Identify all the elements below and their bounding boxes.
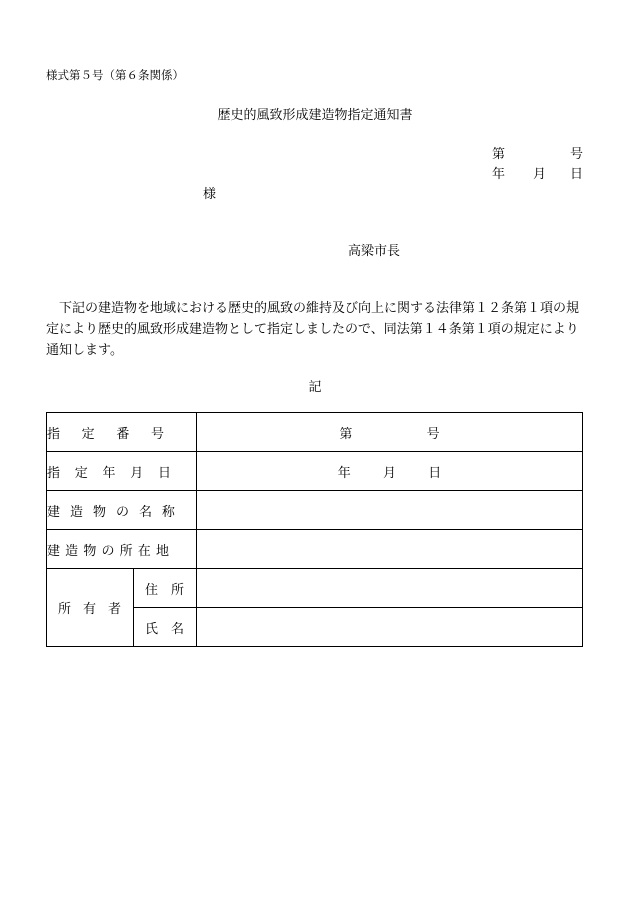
owner-name-value[interactable] bbox=[197, 608, 583, 647]
label-owner-name: 氏 名 bbox=[145, 621, 184, 637]
ki-heading: 記 bbox=[308, 380, 322, 395]
date-tsuki: 月 bbox=[533, 167, 547, 182]
notice-body: 下記の建造物を地域における歴史的風致の維持及び向上に関する法律第１２条第１項の規定により歴史的風致形成建造物として指定しましたので、同法第１４条第１項の規定により通知します。 bbox=[46, 301, 580, 358]
form-number: 様式第５号（第６条関係） bbox=[46, 68, 184, 82]
date-nen: 年 bbox=[492, 167, 506, 182]
building-name-value[interactable] bbox=[197, 491, 583, 530]
doc-number-go: 号 bbox=[570, 147, 584, 162]
label-designation-date: 指 定 年 月 日 bbox=[47, 465, 171, 481]
owner-address-value[interactable] bbox=[197, 569, 583, 608]
designation-date-value: 年 月 日 bbox=[197, 452, 583, 491]
detail-table bbox=[46, 412, 583, 647]
date-hi: 日 bbox=[570, 167, 584, 182]
label-designation-number: 指 定 番 号 bbox=[47, 426, 164, 442]
table-row-building-location bbox=[47, 530, 583, 569]
label-owner: 所 有 者 bbox=[58, 602, 121, 617]
sender-name: 高梁市長 bbox=[348, 244, 401, 259]
recipient-suffix: 様 bbox=[203, 187, 217, 202]
document-title: 歴史的風致形成建造物指定通知書 bbox=[217, 108, 413, 123]
label-owner-address: 住 所 bbox=[145, 582, 184, 598]
building-location-value[interactable] bbox=[197, 530, 583, 569]
table-row-owner-address bbox=[47, 569, 583, 608]
table-row-building-name bbox=[47, 491, 583, 530]
owner-label-cell bbox=[47, 569, 134, 647]
table-row-designation-number bbox=[47, 413, 583, 452]
doc-number-dai: 第 bbox=[492, 147, 506, 162]
label-building-name: 建 造 物 の 名 称 bbox=[47, 504, 175, 520]
label-building-location: 建 造 物 の 所 在 地 bbox=[47, 543, 169, 559]
table-row-designation-date bbox=[47, 452, 583, 491]
designation-number-value: 第 号 bbox=[197, 413, 583, 452]
